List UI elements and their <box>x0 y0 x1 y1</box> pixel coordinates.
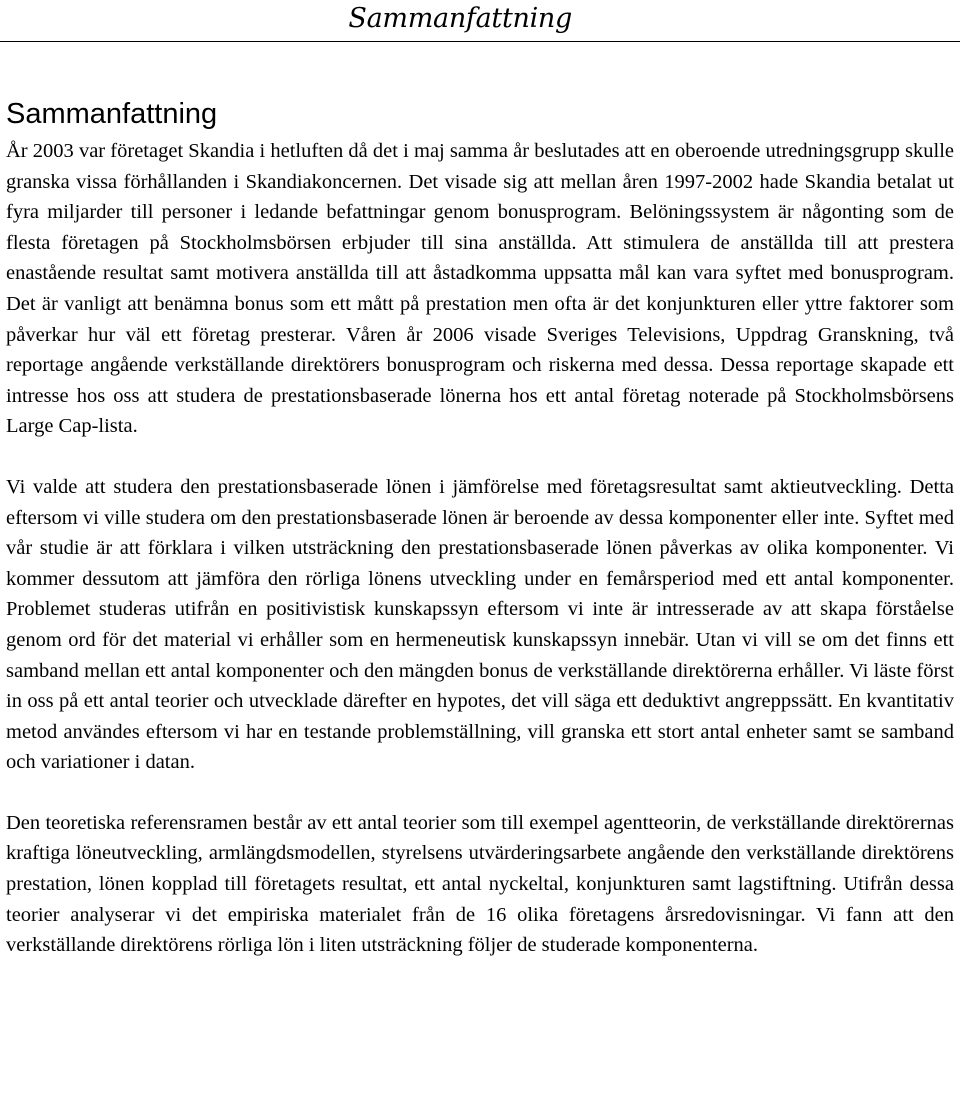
running-header <box>0 0 960 42</box>
paragraph-1: År 2003 var företaget Skandia i hetluften då det i maj samma år beslutades att en oberoende utredningsgrupp skulle granska vissa förhållanden i Skandiakoncernen. Det visade sig att mellan åren 1997-2002 hade Skandia betalat ut fyra miljarder till personer i ledande befattningar genom bonusprogram. Belöningssystem är någonting som de flesta företagen på Stockholmsbörsen erbjuder till sina anställda. Att stimulera de anställda till att prestera enastående resultat samt motivera anställda till att åstadkomma uppsatta mål kan vara syftet med bonusprogram. Det är vanligt att benämna bonus som ett mått på prestation men ofta är det konjunkturen eller yttre faktorer som påverkar hur väl ett företag presterar. Våren år 2006 visade Sveriges Televisions, Uppdrag Granskning, två reportage angående verkställande direktörers bonusprogram och riskerna med dessa. Dessa reportage skapade ett intresse hos oss att studera de prestationsbaserade lönerna hos ett antal företag noterade på Stockholmsbörsens Large Cap-lista. <box>6 140 954 438</box>
running-header-title: Sammanfattning <box>348 3 572 34</box>
document-body <box>6 92 954 961</box>
section-title: Sammanfattning <box>6 98 218 130</box>
paragraph-2: Vi valde att studera den prestationsbaserade lönen i jämförelse med företagsresultat samt aktieutveckling. Detta eftersom vi ville studera om den prestationsbaserade lönen är beroende av dessa komponenter eller inte. Syftet med vår studie är att förklara i vilken utsträckning den prestationsbaserade lönen påverkas av olika komponenter. Vi kommer dessutom att jämföra den rörliga lönens utveckling under en femårsperiod med ett antal komponenter. Problemet studeras utifrån en positivistisk kunskapssyn eftersom vi inte är intresserade av att skapa förståelse genom ord för det material vi erhåller som en hermeneutisk kunskapssyn innebär. Utan vi vill se om det finns ett samband mellan ett antal komponenter och den mängden bonus de verkställande direktörerna erhåller. Vi läste först in oss på ett antal teorier och utvecklade därefter en hypotes, det vill säga ett deduktivt angreppssätt. En kvantitativ metod användes eftersom vi har en testande problemställning, vill granska ett stort antal enheter samt se samband och variationer i datan. <box>6 475 954 774</box>
paragraph-3: Den teoretiska referensramen består av ett antal teorier som till exempel agentteorin, de verkställande direktörernas kraftiga löneutveckling, armlängdsmodellen, styrelsens utvärderingsarbete angående den verkställande direktörens prestation, lönen kopplad till företagets resultat, ett antal nyckeltal, konjunkturen samt lagstiftning. Utifrån dessa teorier analyserar vi det empiriska materialet från de 16 olika företagens årsredovisningar. Vi fann att den verkställande direktörens rörliga lön i liten utsträckning följer de studerade komponenterna. <box>6 811 954 957</box>
